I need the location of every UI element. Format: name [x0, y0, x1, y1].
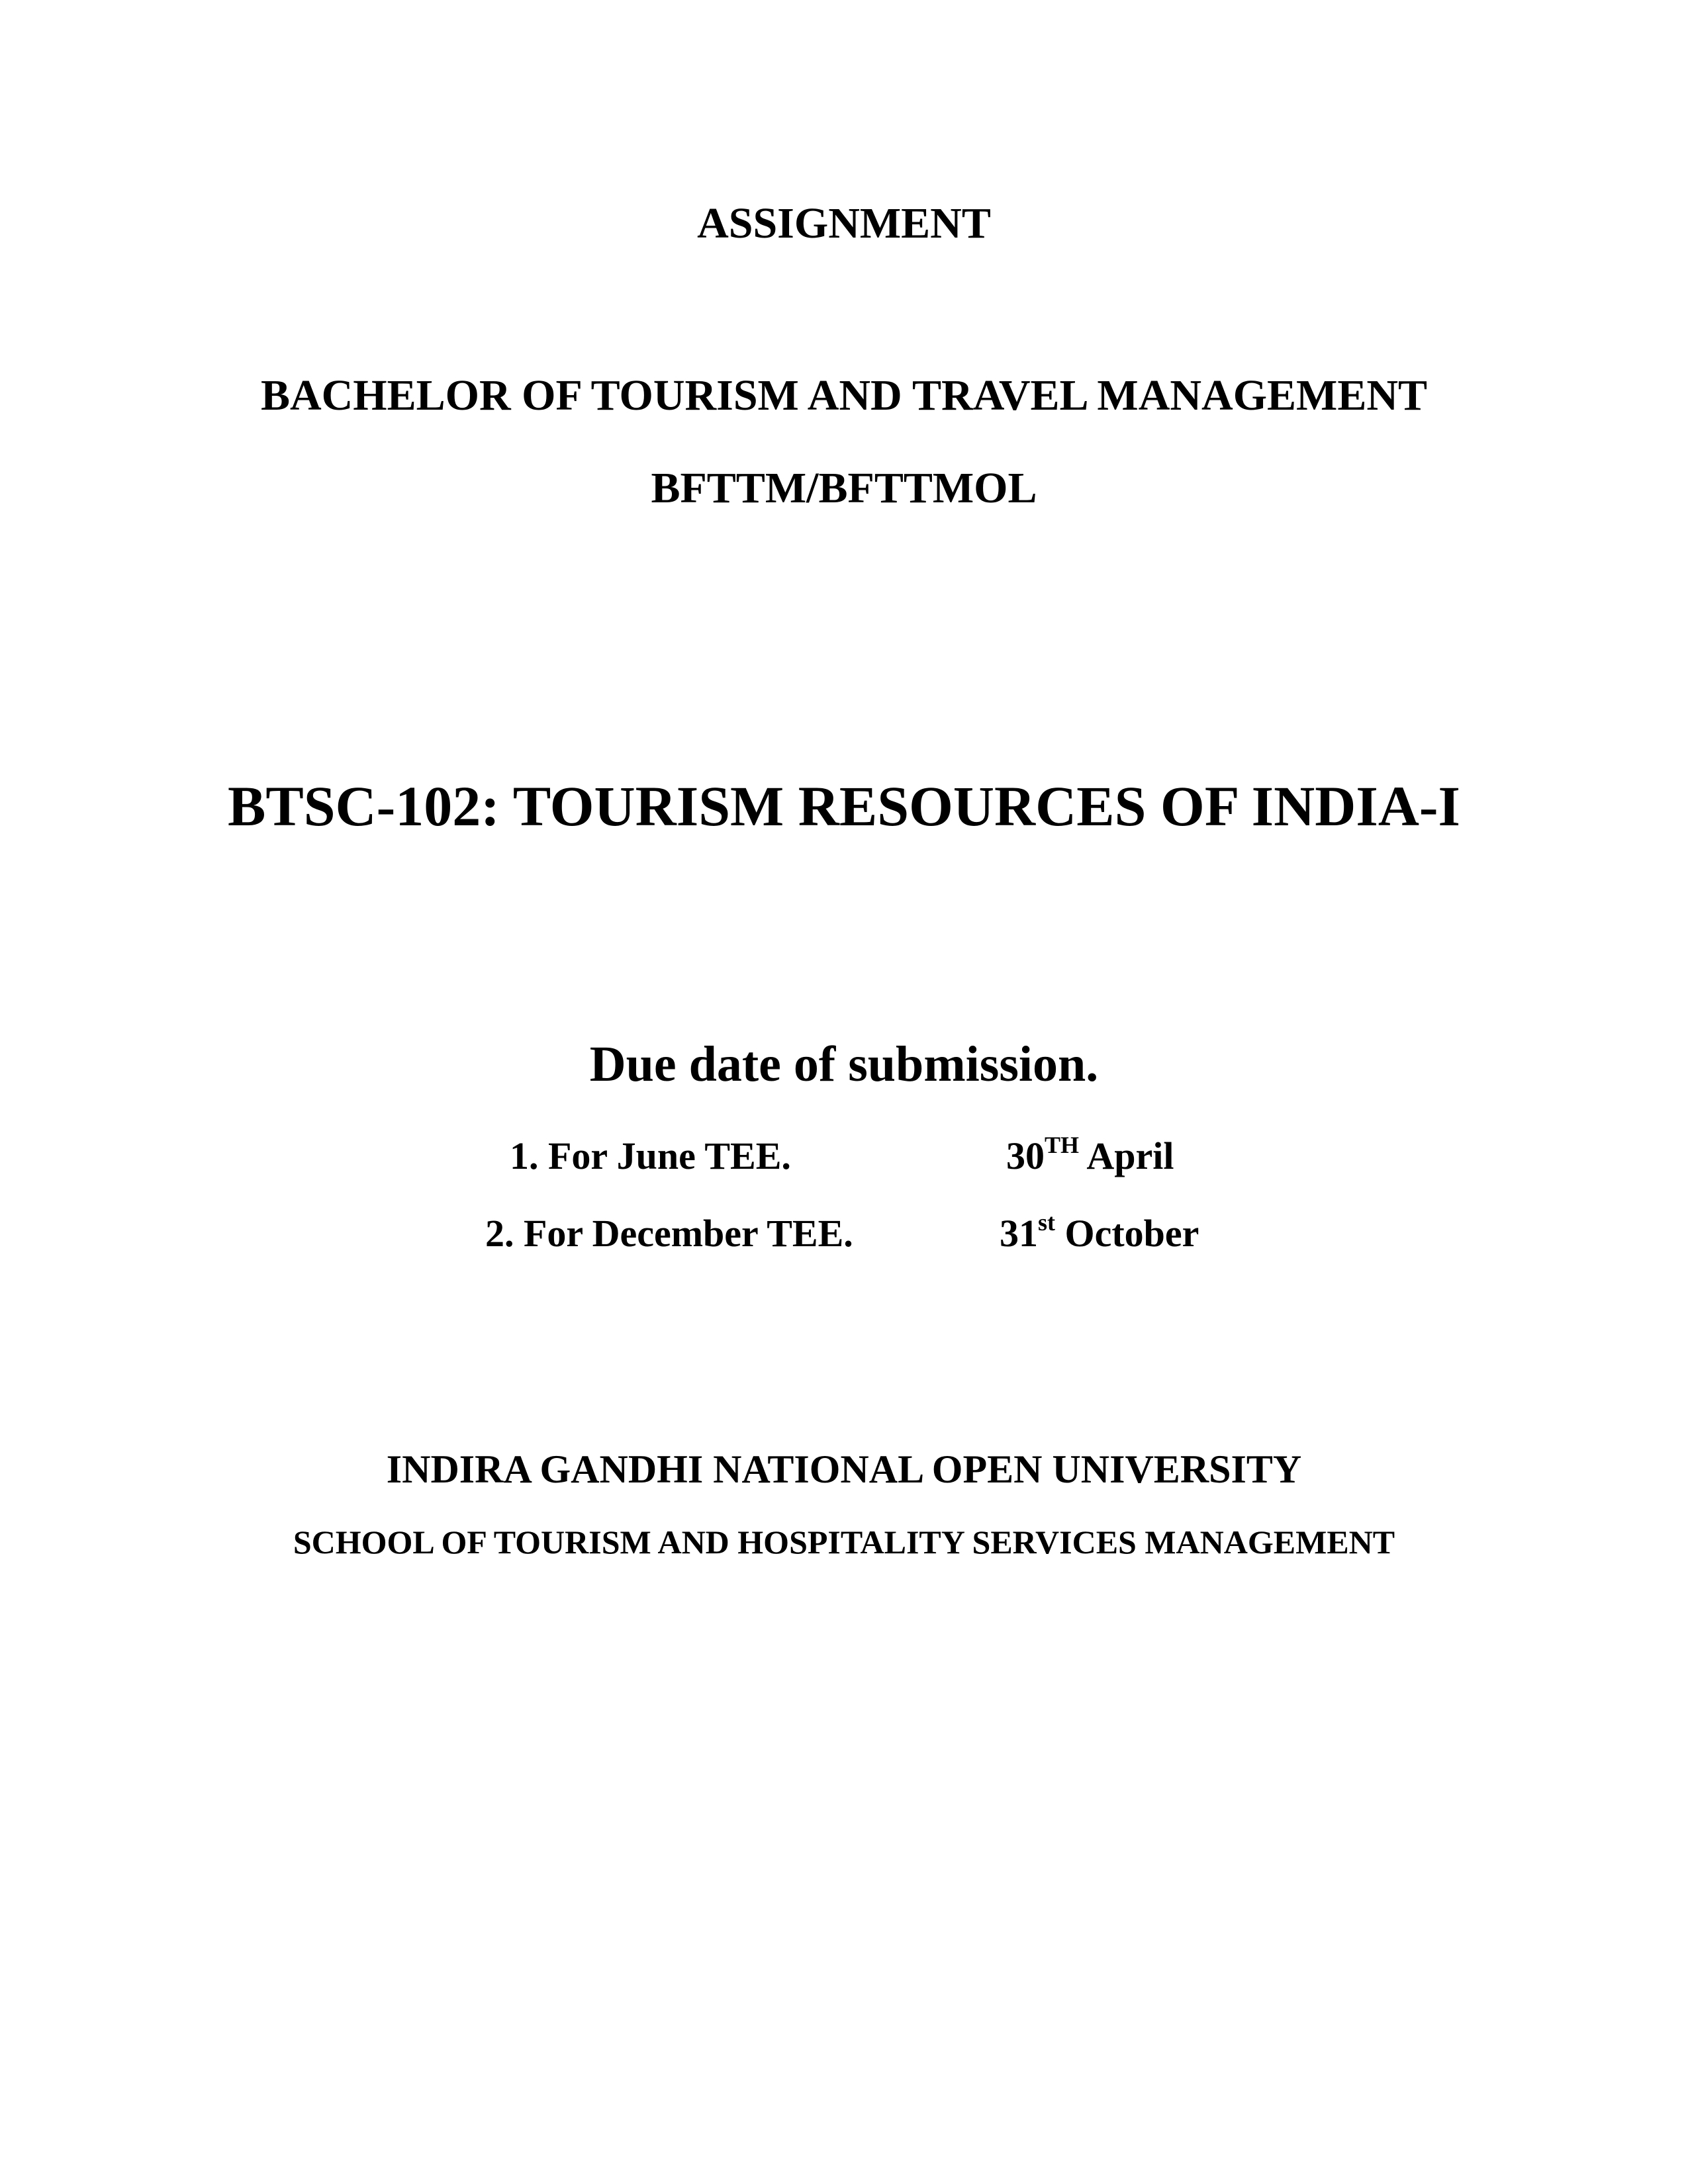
due-month: April [1086, 1134, 1174, 1177]
university-name: INDIRA GANDHI NATIONAL OPEN UNIVERSITY [386, 1447, 1302, 1491]
due-date-label-december: 2. For December TEE. [485, 1212, 853, 1255]
due-date-value-december [1000, 1209, 1199, 1255]
document-heading: ASSIGNMENT [697, 199, 991, 248]
due-month: October [1064, 1212, 1199, 1255]
course-title: BTSC-102: TOURISM RESOURCES OF INDIA-I [227, 774, 1461, 838]
due-date-value-june [1006, 1132, 1174, 1177]
due-day-suffix: TH [1045, 1132, 1080, 1158]
due-day: 30 [1006, 1134, 1045, 1177]
due-date-label-june: 1. For June TEE. [510, 1134, 791, 1177]
programme-name: BACHELOR OF TOURISM AND TRAVEL MANAGEMENT [260, 371, 1428, 420]
due-day: 31 [1000, 1212, 1038, 1255]
programme-codes: BFTTM/BFTTMOL [651, 464, 1037, 512]
school-name: SCHOOL OF TOURISM AND HOSPITALITY SERVICES MANAGEMENT [293, 1524, 1395, 1561]
due-date-heading: Due date of submission. [589, 1036, 1099, 1092]
due-day-suffix: st [1038, 1209, 1055, 1236]
